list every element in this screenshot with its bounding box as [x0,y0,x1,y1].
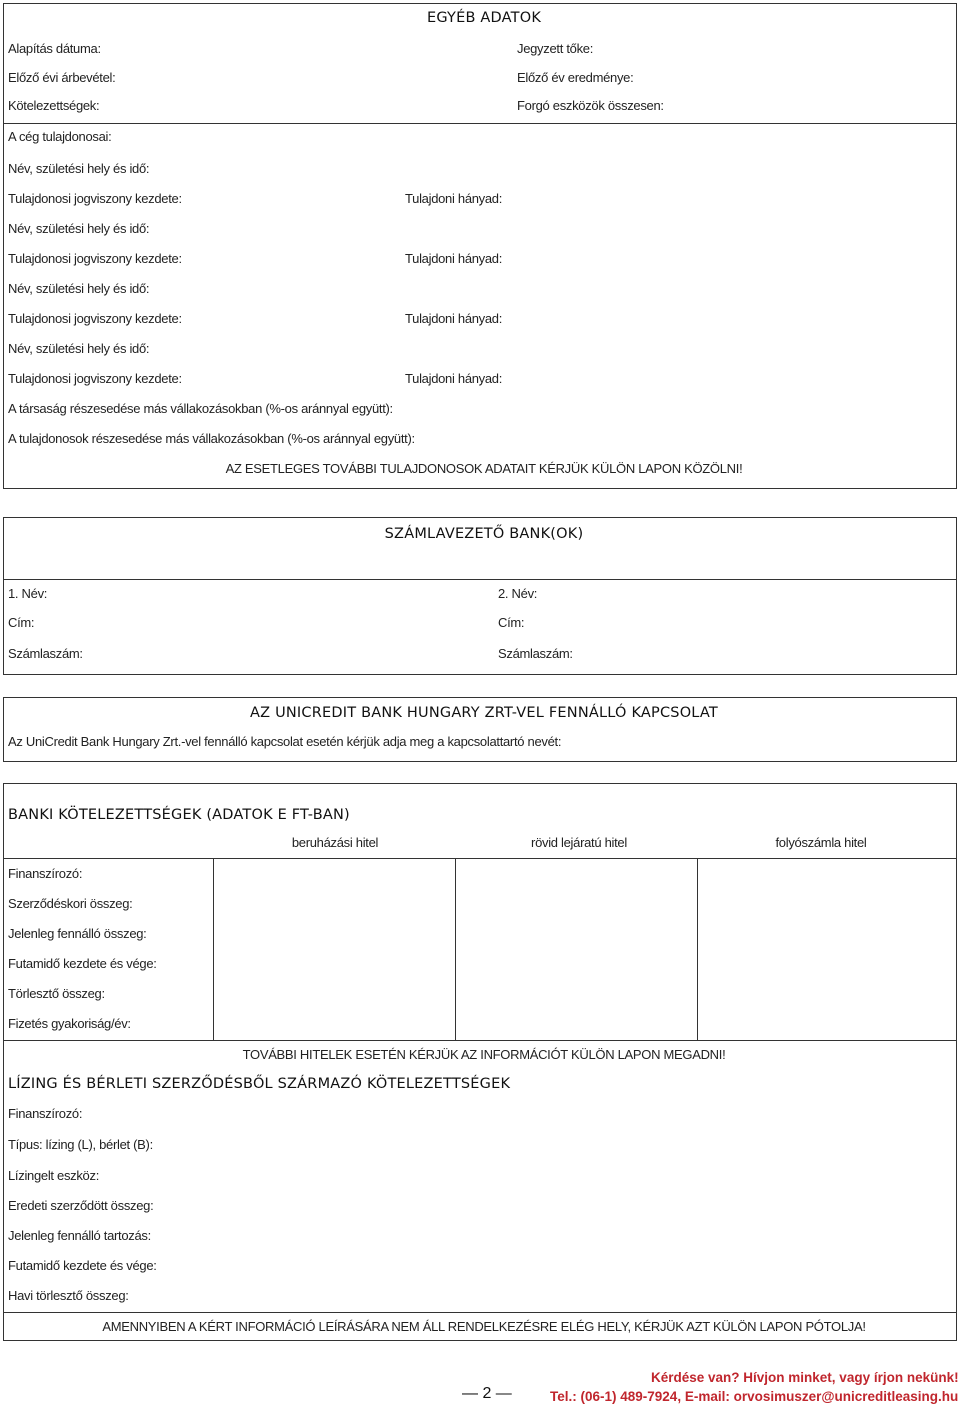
helyhiany-note: AMENNYIBEN A KÉRT INFORMÁCIÓ LEÍRÁSÁRA NEM ÁLL RENDELKEZÉSRE ELÉG HELY, KÉRJÜK AZT KÜLÖN LAPON PÓTOLJA! [102,1319,866,1334]
owner-name-label: Név, születési hely és idő: [8,281,150,296]
arbevetel-label: Előző évi árbevétel: [8,70,116,85]
lizing-row-label: Finanszírozó: [8,1106,83,1121]
owner-name-label: Név, születési hely és idő: [8,161,150,176]
table-row-label: Finanszírozó: [8,866,83,881]
bank2-address-label: Cím: [498,615,525,630]
tovabbi-hitelek-note: TOVÁBBI HITELEK ESETÉN KÉRJÜK AZ INFORMÁCIÓT KÜLÖN LAPON MEGADNI! [242,1047,726,1062]
owner-share-label: Tulajdoni hányad: [405,311,503,326]
table-col-divider [697,858,698,1040]
forgo-eszkozok-label: Forgó eszközök összesen: [517,98,664,113]
owner-start-label: Tulajdonosi jogviszony kezdete: [8,311,182,326]
alapitas-label: Alapítás dátuma: [8,41,101,56]
eredmeny-label: Előző év eredménye: [517,70,634,85]
owner-share-label: Tulajdoni hányad: [405,251,503,266]
divider [3,123,957,124]
table-row-label: Fizetés gyakoriság/év: [8,1016,131,1031]
lizing-title: LÍZING ÉS BÉRLETI SZERZŐDÉSBŐL SZÁRMAZÓ KÖTELEZETTSÉGEK [8,1076,511,1092]
page-number: — 2 — [462,1385,512,1402]
table-row-label: Futamidő kezdete és vége: [8,956,157,971]
jegyzett-toke-label: Jegyzett tőke: [517,41,594,56]
tarsasag-reszesedes-label: A társaság részesedése más vállakozásokban (%-os aránnyal együtt): [8,401,393,416]
egyeb-adatok-title: EGYÉB ADATOK [426,10,542,26]
col-header-beruhazasi: beruházási hitel [291,835,379,850]
table-top-border [3,858,957,859]
footer-contact: Tel.: (06-1) 489-7924, E-mail: orvosimuszer@unicreditleasing.hu [550,1389,959,1404]
lizing-row-label: Futamidő kezdete és vége: [8,1258,157,1273]
owner-start-label: Tulajdonosi jogviszony kezdete: [8,191,182,206]
lizing-row-label: Jelenleg fennálló tartozás: [8,1228,151,1243]
table-row-label: Jelenleg fennálló összeg: [8,926,147,941]
bank1-name-label: 1. Név: [8,586,48,601]
banki-kotelezettsegek-title: BANKI KÖTELEZETTSÉGEK (ADATOK E FT-BAN) [8,807,350,823]
owner-share-label: Tulajdoni hányad: [405,371,503,386]
table-bottom-border [3,1040,957,1041]
divider [3,1312,957,1313]
tulajdonosai-label: A cég tulajdonosai: [8,129,112,144]
lizing-row-label: Eredeti szerződött összeg: [8,1198,154,1213]
divider [3,579,957,580]
tovabbi-tulajdonosok-note: AZ ESETLEGES TOVÁBBI TULAJDONOSOK ADATAIT KÉRJÜK KÜLÖN LAPON KÖZÖLNI! [225,461,743,476]
table-row-label: Törlesztő összeg: [8,986,105,1001]
col-header-rovid: rövid lejáratú hitel [531,835,627,850]
table-row-label: Szerződéskori összeg: [8,896,133,911]
bank2-account-label: Számlaszám: [498,646,573,661]
owner-name-label: Név, születési hely és idő: [8,221,150,236]
owner-start-label: Tulajdonosi jogviszony kezdete: [8,371,182,386]
bank1-account-label: Számlaszám: [8,646,83,661]
table-col-divider [455,858,456,1040]
owner-name-label: Név, születési hely és idő: [8,341,150,356]
table-col-divider [213,858,214,1040]
owner-start-label: Tulajdonosi jogviszony kezdete: [8,251,182,266]
col-header-folyoszamla: folyószámla hitel [775,835,867,850]
owner-share-label: Tulajdoni hányad: [405,191,503,206]
bank2-name-label: 2. Név: [498,586,538,601]
bank1-address-label: Cím: [8,615,35,630]
kotelezettsegek-label: Kötelezettségek: [8,98,100,113]
unicredit-contact-label: Az UniCredit Bank Hungary Zrt.-vel fennálló kapcsolat esetén kérjük adja meg a kapcsolattartó nevét: [8,734,562,749]
unicredit-title: AZ UNICREDIT BANK HUNGARY ZRT-VEL FENNÁLLÓ KAPCSOLAT [250,705,718,721]
lizing-row-label: Havi törlesztő összeg: [8,1288,129,1303]
footer-question: Kérdése van? Hívjon minket, vagy írjon nekünk! [651,1370,959,1385]
lizing-row-label: Lízingelt eszköz: [8,1168,100,1183]
szamlavezeto-bank-title: SZÁMLAVEZETŐ BANK(OK) [384,526,584,542]
tulajdonosok-reszesedes-label: A tulajdonosok részesedése más vállakozásokban (%-os aránnyal együtt): [8,431,415,446]
lizing-row-label: Típus: lízing (L), bérlet (B): [8,1137,153,1152]
